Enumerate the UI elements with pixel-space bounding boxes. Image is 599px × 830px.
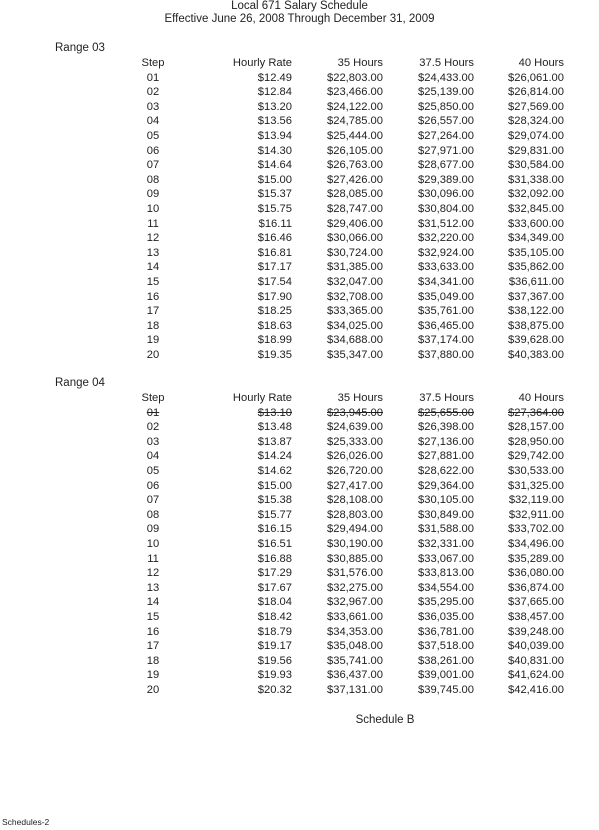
35-hours-cell: $32,275.00 — [327, 581, 383, 594]
table-row — [132, 260, 564, 275]
35-hours-cell: $29,494.00 — [327, 523, 383, 536]
35-hours-cell: $34,688.00 — [327, 334, 383, 347]
35-hours-cell: $26,720.00 — [327, 464, 383, 477]
35-hours-cell: $29,406.00 — [327, 217, 383, 230]
40-hours-cell: $39,628.00 — [508, 334, 564, 347]
40-hours-cell: $37,367.00 — [508, 290, 564, 303]
37-5-hours-cell: $24,433.00 — [418, 71, 474, 84]
37-5-hours-cell: $36,781.00 — [418, 625, 474, 638]
hourly-rate-cell: $17.54 — [257, 275, 292, 288]
40-hours-cell: $27,569.00 — [508, 100, 564, 113]
40-hours-cell: $32,845.00 — [508, 202, 564, 215]
hourly-rate-cell: $16.15 — [257, 523, 292, 536]
37-5-hours-cell: $28,677.00 — [418, 159, 474, 172]
table-row — [132, 100, 564, 115]
hourly-rate-cell: $17.90 — [257, 290, 292, 303]
table-row — [132, 187, 564, 202]
37-5-hours-cell: $33,633.00 — [418, 261, 474, 274]
37-5-hours-cell: $25,139.00 — [418, 86, 474, 99]
37-5-hours-cell: $31,512.00 — [418, 217, 474, 230]
hourly-rate-cell: $14.64 — [257, 159, 292, 172]
35-hours-cell: $32,047.00 — [327, 275, 383, 288]
step-cell: 06 — [146, 479, 160, 492]
hourly-rate-cell: $19.35 — [257, 348, 292, 361]
step-cell: 16 — [146, 290, 160, 303]
step-cell: 11 — [147, 217, 159, 230]
table-header-row — [132, 391, 564, 406]
hourly-rate-cell: $19.56 — [257, 654, 292, 667]
table-row — [132, 275, 564, 290]
table-row — [132, 508, 564, 523]
37-5-hours-cell: $39,001.00 — [418, 669, 474, 682]
37-5-hours-cell: $27,881.00 — [418, 450, 474, 463]
37-5-hours-cell: $30,096.00 — [418, 188, 474, 201]
37-5-hours-cell: $35,295.00 — [418, 596, 474, 609]
step-cell: 13 — [146, 246, 160, 259]
table-row — [132, 449, 564, 464]
step-cell: 19 — [146, 334, 160, 347]
table-row — [132, 522, 564, 537]
40-hours-cell: $36,874.00 — [508, 581, 564, 594]
40-hours-cell: $33,702.00 — [508, 523, 564, 536]
hourly-rate-cell: $20.32 — [257, 683, 292, 696]
step-cell: 05 — [146, 129, 160, 142]
table-row — [132, 595, 564, 610]
col-header-40-hours: 40 Hours — [518, 392, 564, 404]
37-5-hours-cell: $32,924.00 — [418, 246, 474, 259]
table-row — [132, 639, 564, 654]
35-hours-cell: $30,724.00 — [327, 246, 383, 259]
range-04-table — [132, 391, 564, 697]
40-hours-cell: $36,080.00 — [508, 567, 564, 580]
hourly-rate-cell: $16.11 — [258, 217, 292, 230]
range-04-label: Range 04 — [55, 377, 105, 389]
37-5-hours-cell: $30,105.00 — [418, 494, 474, 507]
35-hours-cell: $32,708.00 — [327, 290, 383, 303]
40-hours-cell: $31,325.00 — [508, 479, 564, 492]
40-hours-cell: $29,831.00 — [508, 144, 564, 157]
37-5-hours-cell: $38,261.00 — [418, 654, 474, 667]
hourly-rate-cell: $14.24 — [257, 450, 292, 463]
hourly-rate-cell: $18.63 — [257, 319, 292, 332]
table-row — [132, 129, 564, 144]
40-hours-cell: $36,611.00 — [508, 275, 564, 288]
35-hours-cell: $27,426.00 — [327, 173, 383, 186]
step-cell: 08 — [146, 173, 160, 186]
40-hours-cell: $37,665.00 — [508, 596, 564, 609]
35-hours-cell: $23,466.00 — [327, 86, 383, 99]
hourly-rate-cell: $17.29 — [257, 567, 292, 580]
40-hours-cell: $30,584.00 — [508, 159, 564, 172]
37-5-hours-cell: $39,745.00 — [418, 683, 474, 696]
37-5-hours-cell: $26,557.00 — [418, 115, 474, 128]
37-5-hours-cell: $27,264.00 — [418, 129, 474, 142]
37-5-hours-cell: $37,174.00 — [418, 334, 474, 347]
range-03-table — [132, 56, 564, 362]
schedule-label: Schedule B — [355, 714, 415, 726]
hourly-rate-cell: $17.67 — [257, 581, 292, 594]
table-row — [132, 158, 564, 173]
hourly-rate-cell: $15.77 — [257, 508, 292, 521]
table-row — [132, 668, 564, 683]
table-row — [132, 85, 564, 100]
table-row — [132, 683, 564, 698]
table-row — [132, 493, 564, 508]
step-cell: 20 — [146, 683, 160, 696]
step-cell: 19 — [146, 669, 160, 682]
step-cell: 04 — [146, 450, 160, 463]
step-cell: 12 — [146, 567, 160, 580]
35-hours-cell: $37,131.00 — [327, 683, 383, 696]
step-cell: 02 — [146, 86, 160, 99]
hourly-rate-cell: $15.00 — [257, 479, 292, 492]
table-row — [132, 290, 564, 305]
35-hours-cell: $28,803.00 — [327, 508, 383, 521]
hourly-rate-cell: $13.20 — [257, 100, 292, 113]
col-header-35-hours: 35 Hours — [337, 57, 383, 69]
step-cell: 01 — [146, 71, 160, 84]
table-row — [132, 348, 564, 363]
table-row — [132, 552, 564, 567]
hourly-rate-cell: $16.88 — [257, 552, 292, 565]
table-row — [132, 479, 564, 494]
40-hours-cell: $30,533.00 — [508, 464, 564, 477]
step-cell: 18 — [146, 319, 160, 332]
step-cell: 07 — [146, 494, 160, 507]
40-hours-cell: $33,600.00 — [508, 217, 564, 230]
step-cell: 15 — [146, 275, 160, 288]
table-row — [132, 435, 564, 450]
37-5-hours-cell: $37,880.00 — [418, 348, 474, 361]
37-5-hours-cell: $32,331.00 — [418, 537, 474, 550]
37-5-hours-cell: $33,813.00 — [418, 567, 474, 580]
col-header-step: Step — [141, 392, 165, 404]
table-row — [132, 217, 564, 232]
table-row — [132, 420, 564, 435]
35-hours-cell: $35,048.00 — [327, 640, 383, 653]
hourly-rate-cell: $12.49 — [257, 71, 292, 84]
step-cell: 05 — [146, 464, 160, 477]
35-hours-cell: $27,417.00 — [327, 479, 383, 492]
hourly-rate-cell: $18.25 — [257, 305, 292, 318]
40-hours-cell: $38,875.00 — [508, 319, 564, 332]
35-hours-cell: $25,444.00 — [327, 129, 383, 142]
hourly-rate-cell: $18.79 — [257, 625, 292, 638]
hourly-rate-cell: $18.42 — [257, 610, 292, 623]
hourly-rate-cell: $15.00 — [257, 173, 292, 186]
37-5-hours-cell: $32,220.00 — [418, 232, 474, 245]
table-row — [132, 654, 564, 669]
35-hours-cell: $35,741.00 — [327, 654, 383, 667]
step-cell: 16 — [146, 625, 160, 638]
col-header-step: Step — [141, 57, 165, 69]
page-footer: Schedules-2 — [2, 817, 50, 827]
table-row — [132, 581, 564, 596]
37-5-hours-cell: $29,389.00 — [418, 173, 474, 186]
35-hours-cell: $26,105.00 — [327, 144, 383, 157]
35-hours-cell: $33,661.00 — [327, 610, 383, 623]
40-hours-cell: $28,324.00 — [508, 115, 564, 128]
35-hours-cell: $28,747.00 — [327, 202, 383, 215]
35-hours-cell: $24,122.00 — [327, 100, 383, 113]
37-5-hours-cell: $35,761.00 — [418, 305, 474, 318]
step-cell: 02 — [146, 421, 160, 434]
step-cell: 09 — [146, 523, 160, 536]
col-header-37-5-hours: 37.5 Hours — [419, 57, 474, 69]
step-cell: 13 — [146, 581, 160, 594]
40-hours-cell: $42,416.00 — [508, 683, 564, 696]
step-cell: 08 — [146, 508, 160, 521]
table-row — [132, 71, 564, 86]
step-cell: 07 — [146, 159, 160, 172]
table-row — [132, 246, 564, 261]
step-cell: 03 — [146, 435, 160, 448]
step-cell: 14 — [146, 596, 160, 609]
table-row — [132, 625, 564, 640]
range-03-label: Range 03 — [55, 42, 105, 54]
35-hours-cell: $32,967.00 — [327, 596, 383, 609]
table-row — [132, 304, 564, 319]
35-hours-cell: $24,639.00 — [327, 421, 383, 434]
table-row — [132, 144, 564, 159]
37-5-hours-cell: $30,849.00 — [418, 508, 474, 521]
table-row — [132, 333, 564, 348]
step-cell: 18 — [146, 654, 160, 667]
hourly-rate-cell: $15.37 — [257, 188, 292, 201]
37-5-hours-cell: $36,035.00 — [418, 610, 474, 623]
40-hours-cell: $29,742.00 — [508, 450, 564, 463]
35-hours-cell: $25,333.00 — [327, 435, 383, 448]
hourly-rate-cell: $16.46 — [257, 232, 292, 245]
step-cell: 17 — [146, 640, 160, 653]
step-cell: 20 — [146, 348, 160, 361]
hourly-rate-cell: $13.56 — [257, 115, 292, 128]
37-5-hours-cell: $30,804.00 — [418, 202, 474, 215]
40-hours-cell: $41,624.00 — [508, 669, 564, 682]
35-hours-cell: $28,108.00 — [327, 494, 383, 507]
col-header-37-5-hours: 37.5 Hours — [419, 392, 474, 404]
35-hours-cell: $30,885.00 — [327, 552, 383, 565]
40-hours-cell: $26,061.00 — [508, 71, 564, 84]
35-hours-cell: $22,803.00 — [327, 71, 383, 84]
37-5-hours-cell: $28,622.00 — [418, 464, 474, 477]
page-subtitle: Effective June 26, 2008 Through December 31, 2009 — [164, 13, 435, 25]
step-cell: 14 — [146, 261, 160, 274]
hourly-rate-cell: $16.51 — [257, 537, 292, 550]
40-hours-cell: $28,157.00 — [508, 421, 564, 434]
40-hours-cell: $40,831.00 — [508, 654, 564, 667]
hourly-rate-cell: $13.48 — [257, 421, 292, 434]
step-cell: 11 — [147, 552, 159, 565]
40-hours-cell: $35,289.00 — [508, 552, 564, 565]
page-title: Local 671 Salary Schedule — [231, 0, 368, 12]
40-hours-cell: $40,383.00 — [508, 348, 564, 361]
step-cell: 10 — [146, 202, 160, 215]
hourly-rate-cell: $15.38 — [257, 494, 292, 507]
40-hours-cell: $27,364.00 — [508, 406, 564, 419]
step-cell: 01 — [146, 406, 160, 419]
40-hours-cell: $34,496.00 — [508, 537, 564, 550]
37-5-hours-cell: $36,465.00 — [418, 319, 474, 332]
step-cell: 15 — [146, 610, 160, 623]
step-cell: 03 — [146, 100, 160, 113]
table-row — [132, 173, 564, 188]
35-hours-cell: $23,945.00 — [327, 406, 383, 419]
35-hours-cell: $30,066.00 — [327, 232, 383, 245]
37-5-hours-cell: $33,067.00 — [418, 552, 474, 565]
35-hours-cell: $30,190.00 — [327, 537, 383, 550]
40-hours-cell: $40,039.00 — [508, 640, 564, 653]
col-header-hourly-rate: Hourly Rate — [232, 57, 292, 69]
35-hours-cell: $33,365.00 — [327, 305, 383, 318]
40-hours-cell: $38,457.00 — [508, 610, 564, 623]
col-header-40-hours: 40 Hours — [518, 57, 564, 69]
40-hours-cell: $29,074.00 — [508, 129, 564, 142]
37-5-hours-cell: $34,341.00 — [418, 275, 474, 288]
35-hours-cell: $26,763.00 — [327, 159, 383, 172]
table-header-row — [132, 56, 564, 71]
hourly-rate-cell: $19.93 — [257, 669, 292, 682]
35-hours-cell: $34,353.00 — [327, 625, 383, 638]
35-hours-cell: $31,576.00 — [327, 567, 383, 580]
hourly-rate-cell: $13.87 — [257, 435, 292, 448]
37-5-hours-cell: $35,049.00 — [418, 290, 474, 303]
40-hours-cell: $32,911.00 — [508, 508, 564, 521]
step-cell: 12 — [146, 232, 160, 245]
table-row — [132, 231, 564, 246]
table-row — [132, 610, 564, 625]
table-row — [132, 464, 564, 479]
37-5-hours-cell: $26,398.00 — [418, 421, 474, 434]
40-hours-cell: $35,862.00 — [508, 261, 564, 274]
40-hours-cell: $32,119.00 — [508, 494, 564, 507]
hourly-rate-cell: $16.81 — [257, 246, 292, 259]
col-header-hourly-rate: Hourly Rate — [232, 392, 292, 404]
hourly-rate-cell: $13.94 — [257, 129, 292, 142]
37-5-hours-cell: $34,554.00 — [418, 581, 474, 594]
table-row — [132, 566, 564, 581]
hourly-rate-cell: $15.75 — [257, 202, 292, 215]
40-hours-cell: $26,814.00 — [508, 86, 564, 99]
40-hours-cell: $38,122.00 — [508, 305, 564, 318]
step-cell: 10 — [146, 537, 160, 550]
table-row — [132, 319, 564, 334]
step-cell: 04 — [146, 115, 160, 128]
step-cell: 17 — [146, 305, 160, 318]
37-5-hours-cell: $27,971.00 — [418, 144, 474, 157]
40-hours-cell: $28,950.00 — [508, 435, 564, 448]
40-hours-cell: $35,105.00 — [508, 246, 564, 259]
35-hours-cell: $31,385.00 — [327, 261, 383, 274]
hourly-rate-cell: $18.04 — [257, 596, 292, 609]
table-row — [132, 202, 564, 217]
35-hours-cell: $28,085.00 — [327, 188, 383, 201]
35-hours-cell: $35,347.00 — [327, 348, 383, 361]
col-header-35-hours: 35 Hours — [337, 392, 383, 404]
40-hours-cell: $34,349.00 — [508, 232, 564, 245]
table-row — [132, 114, 564, 129]
hourly-rate-cell: $12.84 — [257, 86, 292, 99]
40-hours-cell: $39,248.00 — [508, 625, 564, 638]
table-row — [132, 537, 564, 552]
35-hours-cell: $34,025.00 — [327, 319, 383, 332]
step-cell: 09 — [146, 188, 160, 201]
35-hours-cell: $24,785.00 — [327, 115, 383, 128]
hourly-rate-cell: $14.62 — [257, 464, 292, 477]
hourly-rate-cell: $19.17 — [257, 640, 292, 653]
37-5-hours-cell: $31,588.00 — [418, 523, 474, 536]
hourly-rate-cell: $17.17 — [257, 261, 292, 274]
35-hours-cell: $36,437.00 — [327, 669, 383, 682]
hourly-rate-cell: $13.10 — [257, 406, 292, 419]
37-5-hours-cell: $27,136.00 — [418, 435, 474, 448]
hourly-rate-cell: $18.99 — [257, 334, 292, 347]
40-hours-cell: $32,092.00 — [508, 188, 564, 201]
35-hours-cell: $26,026.00 — [327, 450, 383, 463]
37-5-hours-cell: $25,850.00 — [418, 100, 474, 113]
hourly-rate-cell: $14.30 — [257, 144, 292, 157]
37-5-hours-cell: $37,518.00 — [418, 640, 474, 653]
step-cell: 06 — [146, 144, 160, 157]
37-5-hours-cell: $29,364.00 — [418, 479, 474, 492]
37-5-hours-cell: $25,655.00 — [418, 406, 474, 419]
table-row — [132, 406, 564, 421]
40-hours-cell: $31,338.00 — [508, 173, 564, 186]
